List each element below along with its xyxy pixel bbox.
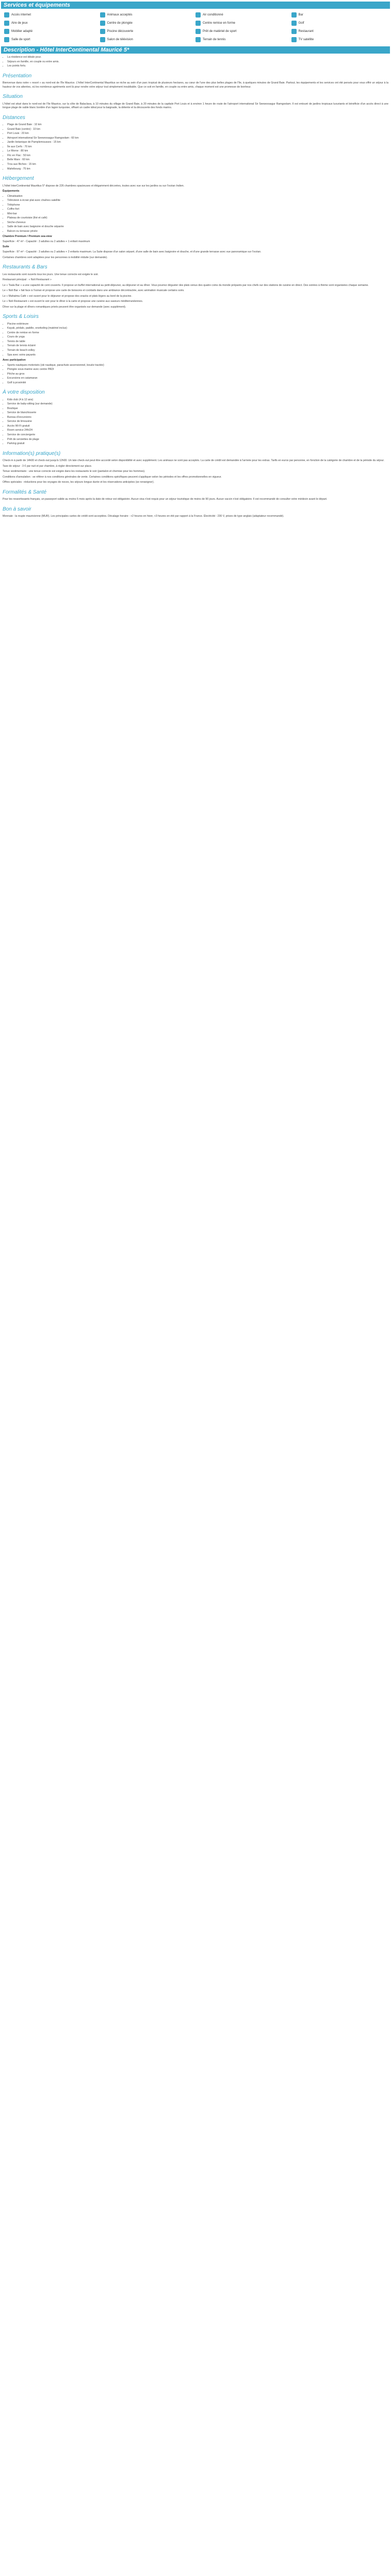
service-label: Salle de sport bbox=[11, 38, 30, 41]
description-content bbox=[1, 56, 390, 519]
section-subheading: Chambre Premium / Premium sea-view bbox=[3, 235, 52, 239]
paragraph: Certaines chambres sont adaptées pour les personnes à mobilité réduite (sur demande). bbox=[3, 256, 108, 259]
service-item bbox=[100, 12, 196, 18]
section-subheading: Équipements bbox=[3, 190, 20, 193]
bullet-list bbox=[7, 364, 390, 385]
list-item: • Belle Mare : 60 km bbox=[7, 158, 390, 162]
service-label: Restaurant bbox=[298, 29, 314, 33]
services-grid bbox=[1, 11, 390, 44]
service-label: Salon de télévision bbox=[107, 38, 133, 41]
service-item bbox=[196, 20, 291, 26]
list-item: • Bureau d'excursions bbox=[7, 416, 390, 420]
terrace-icon bbox=[196, 37, 201, 42]
paragraph: Check-in à partir de 14h00 et check-out jusqu'à 12h00. Un late check-out peut être accordé selon disponibilité et avec supplément. Les animaux ne sont pas acceptés. La carte de crédit est demandée à l'arrivée pour les extras. Tarifs en euros par personne, en fonction de la catégorie de chambre et de la période du séjour. bbox=[3, 459, 385, 463]
list-item: • Room service 24h/24 bbox=[7, 429, 390, 433]
list-item: • Piscine extérieure bbox=[7, 323, 390, 327]
hotel-page bbox=[0, 0, 391, 526]
service-label: Animaux acceptés bbox=[107, 13, 133, 16]
service-item bbox=[4, 28, 100, 35]
section-heading: Formalités & Santé bbox=[3, 489, 47, 495]
section-heading: À votre disposition bbox=[3, 389, 45, 396]
list-item: • Plage de Grand Baie : 10 km bbox=[7, 123, 390, 127]
sauna-icon bbox=[196, 29, 201, 34]
car-icon bbox=[4, 29, 9, 34]
paragraph: Pour les ressortissants français, un passeport valide au moins 6 mois après la date de retour est obligatoire. Aucun visa n'est requis pour un séjour touristique de moins de 90 jours. Aucun vaccin n'est obligatoire. Il est recommandé de consulter votre médecin avant le départ. bbox=[3, 498, 328, 501]
spa-icon bbox=[4, 37, 9, 42]
section-subheading: Suite bbox=[3, 245, 9, 249]
section-heading: Information(s) pratique(s) bbox=[3, 450, 61, 456]
list-item: • Aéroport international Sir Seewoosagur Ramgoolam : 60 km bbox=[7, 137, 390, 141]
section-subheading: Avec participation bbox=[3, 359, 26, 362]
section-heading: Situation bbox=[3, 94, 23, 100]
list-item: • Port Louis : 20 km bbox=[7, 132, 390, 136]
paragraph: L'hôtel InterContinental Mauritius 5* dispose de 226 chambres spacieuses et élégamment décorées, toutes avec vue sur les jardins ou sur l'océan Indien. bbox=[3, 184, 185, 188]
service-label: Air conditionné bbox=[203, 13, 223, 16]
list-item: • Terrain de tennis éclairé bbox=[7, 344, 390, 348]
service-label: Accès internet bbox=[11, 13, 31, 16]
pool-icon bbox=[100, 29, 105, 34]
paragraph: Taxe de séjour : 3 € par nuit et par chambre, à régler directement sur place. bbox=[3, 464, 92, 468]
section-heading: Présentation bbox=[3, 73, 32, 79]
bullet-list bbox=[7, 56, 390, 69]
list-item: • Les points forts. bbox=[7, 64, 390, 69]
tv-icon bbox=[291, 37, 297, 42]
service-item bbox=[4, 20, 100, 26]
list-item: • Spa avec soins payants bbox=[7, 353, 390, 358]
service-item bbox=[291, 28, 387, 35]
section-heading: Bon à savoir bbox=[3, 506, 31, 512]
service-label: Aire de jeux bbox=[11, 21, 28, 25]
list-item: • Parking gratuit bbox=[7, 442, 390, 446]
paragraph: Le « Tsala Bar » a une capacité de cent couverts. Il propose un buffet international au petit-déjeuner, au déjeuner et au dîner. Vous pourrez déguster des plats venus des quatre coins du monde préparés par nos chefs sur des stations de cuisine en direct. Des soirées à thème sont organisées chaque semaine. bbox=[3, 283, 369, 287]
restaurant-icon bbox=[291, 29, 297, 34]
paragraph: L'hôtel est situé dans le nord-est de l'île Maurice, sur la côte de Balaclava, à 10 minutes du village de Grand Baie, à 20 minutes de la capitale Port Louis et à environ 1 heure de route de l'aéroport international Sir Seewoosagur Ramgoolam. Il est entouré de jardins tropicaux luxuriants et bénéficie d'un accès direct à une longue plage de sable blanc bordée d'un lagon turquoise, offrant un cadre idéal pour la baignade, la détente et la découverte des fonds marins. bbox=[3, 102, 388, 110]
list-item: • La résidence est idéale pour. bbox=[7, 56, 390, 60]
list-item: • Centre de remise en forme bbox=[7, 331, 390, 335]
list-item: • Kids club (4 à 12 ans) bbox=[7, 398, 390, 402]
paragraph: Tenue vestimentaire : une tenue correcte est exigée dans les restaurants le soir (pantalon et chemise pour les hommes). bbox=[3, 470, 145, 473]
list-item: • Accès Wi-Fi gratuit bbox=[7, 425, 390, 429]
paragraph: Superficie : 47 m² - Capacité : 3 adultes ou 2 adultes + 1 enfant maximum bbox=[3, 240, 90, 243]
list-item: • Plateau de courtoisie (thé et café) bbox=[7, 216, 390, 221]
service-item bbox=[100, 37, 196, 43]
list-item: • Trou aux Biches : 15 km bbox=[7, 163, 390, 167]
bullet-list bbox=[7, 398, 390, 446]
service-label: Mobilier adapté bbox=[11, 29, 33, 33]
list-item: • Grand Baie (centre) : 10 km bbox=[7, 128, 390, 132]
list-item: • Coffre-fort bbox=[7, 208, 390, 212]
shower-icon bbox=[291, 21, 297, 26]
list-item: • Sports nautiques motorisés (ski nautique, parachute ascensionnel, bouée tractée) bbox=[7, 364, 390, 368]
list-item: • Service de baby-sitting (sur demande) bbox=[7, 402, 390, 406]
section-heading: Hébergement bbox=[3, 176, 34, 182]
service-label: Golf bbox=[298, 21, 304, 25]
list-item: • Golf à proximité bbox=[7, 381, 390, 385]
list-item: • Prêt de serviettes de plage bbox=[7, 438, 390, 442]
service-label: Centre remise en forme bbox=[203, 21, 236, 25]
description-header: Description - Hôtel InterContinental Mauricé 5* bbox=[1, 46, 390, 54]
paragraph: Le « Noli Bar » fait face à l'océan et propose une carte de boissons et cocktails dans une ambiance décontractée, avec animation musicale certains soirs. bbox=[3, 289, 185, 293]
service-label: Prêt de matériel de sport bbox=[203, 29, 237, 33]
list-item: • Salle de bain avec baignoire et douche séparée bbox=[7, 225, 390, 229]
paragraph: Bienvenue dans notre « resort » au nord-est de l'île Maurice. L'hôtel InterContinental Mauritius se niche au sein d'un parc tropical de plusieurs hectares, au cœur de l'une des plus belles plages de l'île, à quelques minutes de Grand Baie. Partout, les équipements et les services ont été pensés pour vous offrir un séjour à la hauteur de vos attentes, où les nombreux agréments sont là pour rendre votre séjour tout simplement inoubliable. Que ce soit en famille, en couple ou entre amis, chaque moment est une promesse de bonheur. bbox=[3, 81, 388, 89]
list-item: • Kayak, pédalo, paddle, snorkeling (matériel inclus) bbox=[7, 327, 390, 331]
list-item: • Séjours en famille, en couple ou entre amis. bbox=[7, 60, 390, 64]
list-item: • Tennis de table bbox=[7, 340, 390, 344]
list-item: • Boutique bbox=[7, 407, 390, 411]
service-item bbox=[291, 12, 387, 18]
parking-icon bbox=[4, 21, 9, 26]
list-item: • Cours de yoga bbox=[7, 335, 390, 340]
list-item: • Mini-bar bbox=[7, 212, 390, 216]
list-item: • Île aux Cerfs : 70 km bbox=[7, 145, 390, 149]
service-item bbox=[100, 28, 196, 35]
list-item: • Climatisation bbox=[7, 195, 390, 199]
garden-icon bbox=[196, 21, 201, 26]
list-item: • Pêche au gros bbox=[7, 372, 390, 377]
section-heading: Restaurants & Bars bbox=[3, 264, 47, 270]
list-item: • Mahébourg : 75 km bbox=[7, 167, 390, 172]
list-item: • Excursions en catamaran bbox=[7, 377, 390, 381]
service-item bbox=[4, 37, 100, 43]
list-item: • Flic en Flac : 50 km bbox=[7, 154, 390, 158]
paragraph: Offres spéciales : réductions pour les voyages de noces, les séjours longue durée et les réservations anticipées (se renseigner). bbox=[3, 481, 155, 484]
paragraph: Restaurant principal : « Noli Restaurant » bbox=[3, 278, 52, 282]
service-label: Terrain de tennis bbox=[203, 38, 226, 41]
service-item bbox=[291, 20, 387, 26]
paragraph: Le « Noli Restaurant » est ouvert le soir pour le dîner à la carte et propose une cuisine aux saveurs méditerranéennes. bbox=[3, 300, 143, 303]
pets-icon bbox=[100, 12, 105, 18]
service-item bbox=[196, 37, 291, 43]
air-conditioning-icon bbox=[196, 12, 201, 18]
list-item: • Terrain de beach-volley bbox=[7, 349, 390, 353]
bullet-list bbox=[7, 323, 390, 357]
service-item bbox=[196, 28, 291, 35]
service-item bbox=[4, 12, 100, 18]
paragraph: Les restaurants sont ouverts tous les jours. Une tenue correcte est exigée le soir. bbox=[3, 273, 99, 276]
list-item: • Service de limousine bbox=[7, 420, 390, 424]
list-item: • Télévision à écran plat avec chaînes satellite bbox=[7, 199, 390, 203]
tennis-icon bbox=[100, 37, 105, 42]
wifi-icon bbox=[4, 12, 9, 18]
service-label: TV satellite bbox=[298, 38, 314, 41]
service-item bbox=[196, 12, 291, 18]
bullet-list bbox=[7, 195, 390, 234]
list-item: • Le Morne : 80 km bbox=[7, 149, 390, 154]
list-item: • Téléphone bbox=[7, 204, 390, 208]
section-heading: Sports & Loisirs bbox=[3, 314, 39, 320]
list-item: • Balcon ou terrasse privée bbox=[7, 230, 390, 234]
list-item: • Service de conciergerie bbox=[7, 433, 390, 437]
pool-icon bbox=[100, 21, 105, 26]
list-item: • Jardin botanique de Pamplemousses : 15 km bbox=[7, 141, 390, 145]
bullet-list bbox=[7, 123, 390, 171]
paragraph: Dîner sur la plage et dîners romantiques privés peuvent être organisés sur demande (avec supplément). bbox=[3, 305, 126, 309]
list-item: • Service de blanchisserie bbox=[7, 411, 390, 415]
section-heading: Distances bbox=[3, 114, 25, 121]
paragraph: Monnaie : la roupie mauricienne (MUR). Les principales cartes de crédit sont acceptées. Décalage horaire : +2 heures en hiver, +3 heures en été par rapport à la France. Électricité : 230 V, prises de type anglais (adaptateur recommandé). bbox=[3, 515, 284, 518]
service-item bbox=[100, 20, 196, 26]
paragraph: Conditions d'annulation : se référer à nos conditions générales de vente. Certaines conditions spécifiques peuvent s'appliquer selon les périodes et les offres promotionnelles en vigueur. bbox=[3, 475, 222, 479]
paragraph: Le « Mahatma Café » est ouvert pour le déjeuner et propose des snacks et plats légers au bord de la piscine. bbox=[3, 294, 132, 298]
service-label: Bar bbox=[298, 13, 303, 16]
service-item bbox=[291, 37, 387, 43]
service-label: Piscine découverte bbox=[107, 29, 134, 33]
bar-icon bbox=[291, 12, 297, 18]
list-item: • Plongée sous-marine avec centre PADI bbox=[7, 368, 390, 372]
services-header: Services et équipements bbox=[1, 2, 390, 9]
service-label: Centre de plongée bbox=[107, 21, 133, 25]
list-item: • Sèche-cheveux bbox=[7, 221, 390, 225]
paragraph: Superficie : 97 m² - Capacité : 3 adultes ou 2 adultes + 2 enfants maximum. La Suite dispose d'un salon séparé, d'une salle de bain avec baignoire et douche, et d'une grande terrasse avec vue panoramique sur l'océan. bbox=[3, 250, 262, 253]
